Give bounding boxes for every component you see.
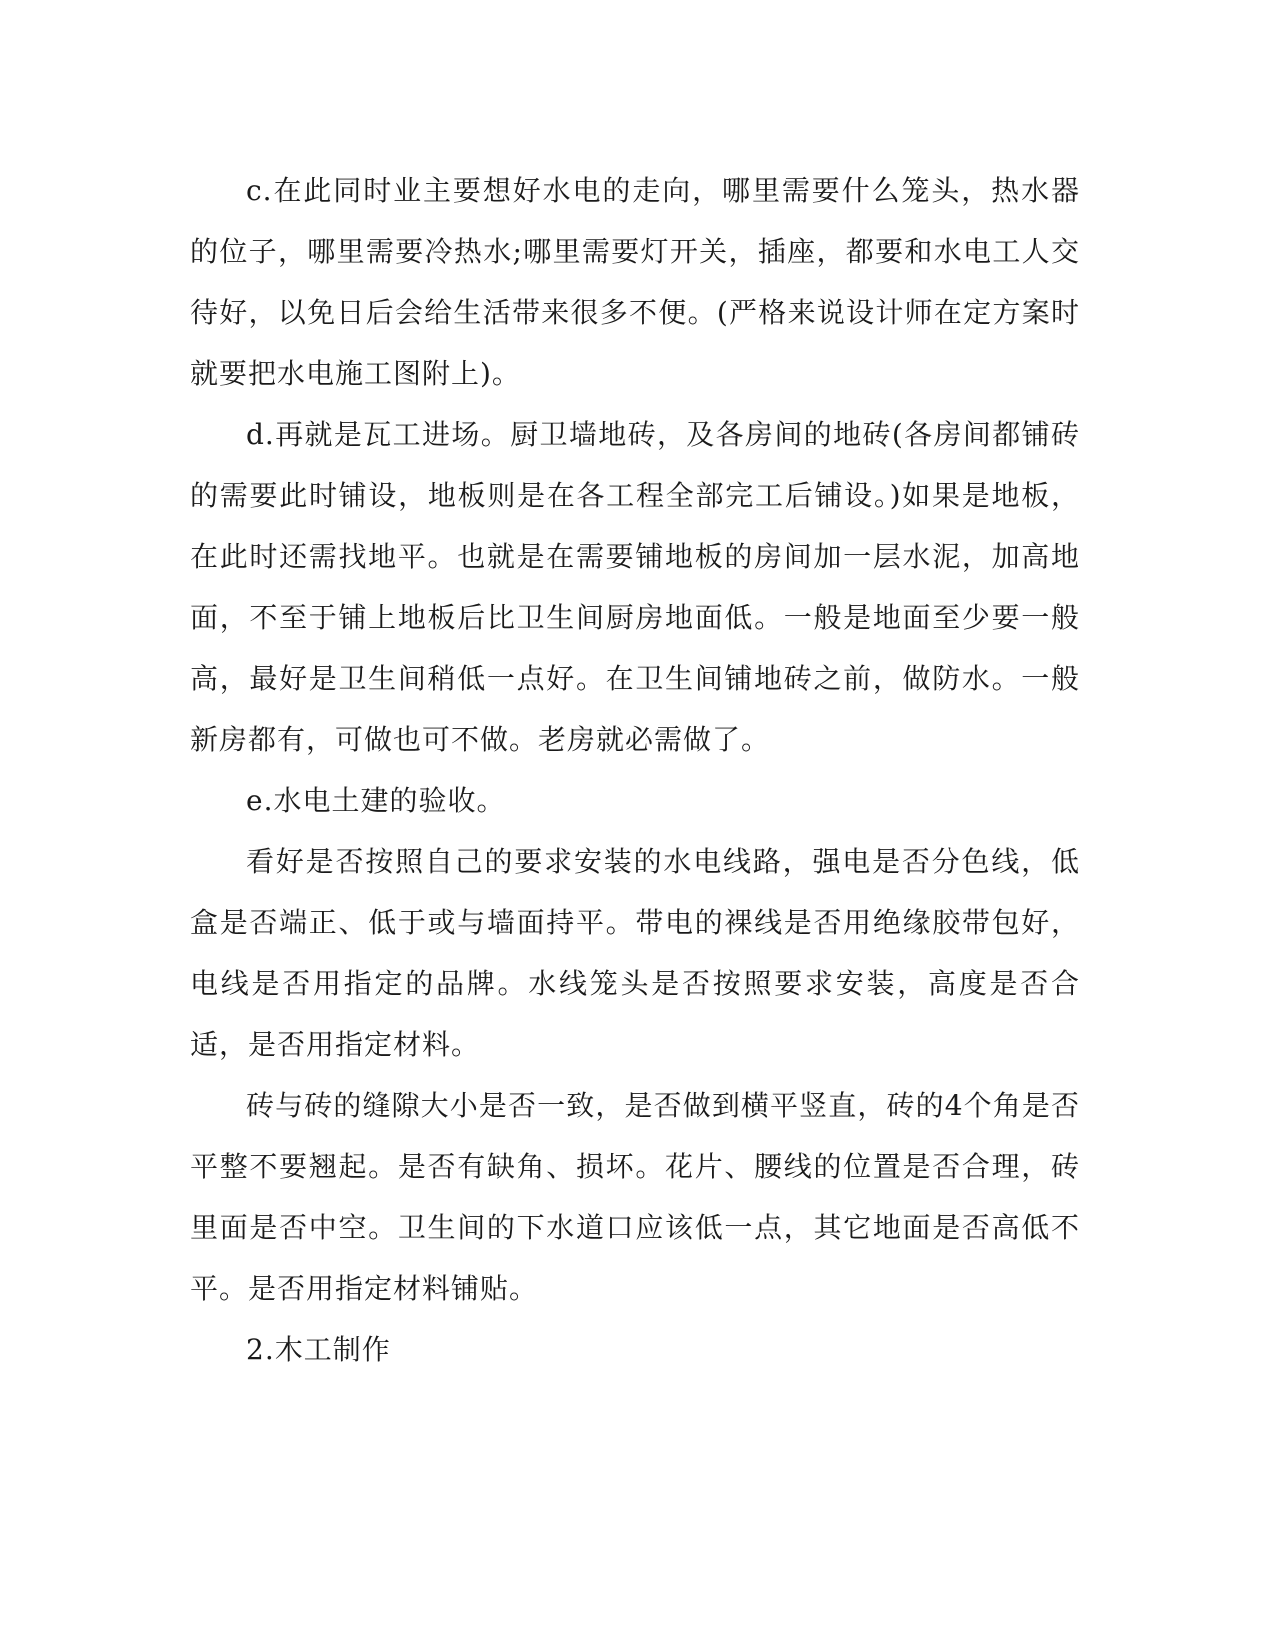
body-text [190, 160, 1080, 1380]
paragraph-e: e.水电土建的验收。 [246, 784, 506, 817]
paragraph-check-wiring: 看好是否按照自己的要求安装的水电线路，强电是否分色线，低盒是否端正、低于或与墙面持平。带电的裸线是否用绝缘胶带包好，电线是否用指定的品牌。水线笼头是否按照要求安装，高度是否合适，是否用指定材料。 [190, 845, 1080, 1061]
section-heading-carpentry: 2.木工制作 [246, 1333, 391, 1366]
paragraph-d: d.再就是瓦工进场。厨卫墙地砖，及各房间的地砖(各房间都铺砖的需要此时铺设，地板则是在各工程全部完工后铺设。)如果是地板，在此时还需找地平。也就是在需要铺地板的房间加一层水泥，加高地面，不至于铺上地板后比卫生间厨房地面低。一般是地面至少要一般高，最好是卫生间稍低一点好。在卫生间铺地砖之前，做防水。一般新房都有，可做也可不做。老房就必需做了。 [190, 418, 1080, 756]
paragraph-check-tiles: 砖与砖的缝隙大小是否一致，是否做到横平竖直，砖的4个角是否平整不要翘起。是否有缺角、损坏。花片、腰线的位置是否合理，砖里面是否中空。卫生间的下水道口应该低一点，其它地面是否高低不平。是否用指定材料铺贴。 [190, 1089, 1080, 1305]
paragraph-c: c.在此同时业主要想好水电的走向，哪里需要什么笼头，热水器的位子，哪里需要冷热水;哪里需要灯开关，插座，都要和水电工人交待好，以免日后会给生活带来很多不便。(严格来说设计师在定方案时就要把水电施工图附上)。 [190, 174, 1080, 390]
